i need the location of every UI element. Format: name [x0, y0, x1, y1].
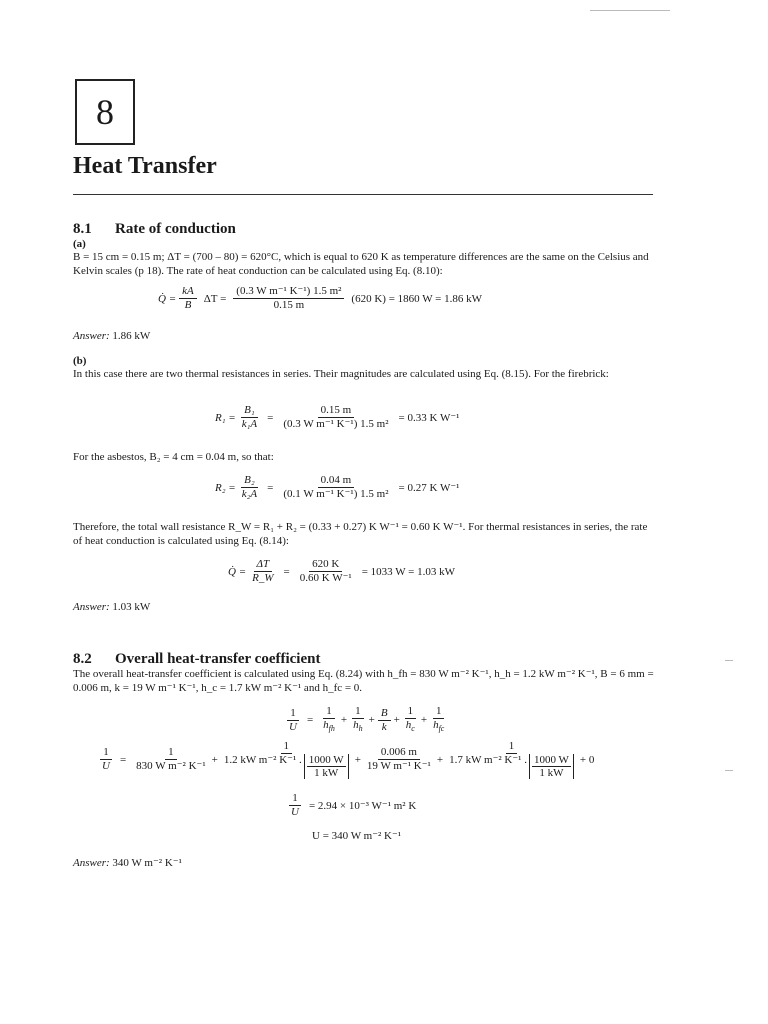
eq-denominator: 0.15 m — [273, 299, 305, 311]
eq-term: ΔT = — [203, 292, 227, 305]
section-8-1-heading — [73, 221, 236, 238]
answer-a — [73, 330, 150, 342]
equation-r1: R₁ = $\frac{\text{B₁}}{\text{k₁A}}$ = $\frac{0.15 m}{\text{(0.3 W m⁻¹ K⁻¹) 1.5 m²}}$ = 0.33 K W⁻¹ — [215, 404, 460, 430]
section-8-2-text: The overall heat-transfer coefficient is calculated using Eq. (8.24) with h_fh = 830 W m⁻² K⁻¹, h_h = 1.2 kW m⁻² K⁻¹, B = 6 mm = 0.006 m, k = 19 W m⁻¹ K⁻¹, h_c = 1.7 kW m⁻² K⁻¹ and h_fc = 0. — [73, 668, 654, 694]
answer-8-2 — [73, 856, 182, 869]
eq-fraction: $\frac{1}{h_c}$ — [405, 705, 415, 734]
eq-numerator: ΔT — [254, 558, 273, 572]
answer-label: Answer: — [73, 601, 110, 613]
eq-numerator: 0.04 m — [318, 474, 355, 488]
unit-conversion: $\frac{1000 W}{1 kW}$ — [304, 754, 349, 779]
answer-value: 1.03 kW — [112, 601, 151, 613]
scan-artifact — [590, 10, 670, 11]
equation-1-over-u — [285, 792, 420, 819]
eq-fraction: $\frac{0.006 m}{\text{19 W m⁻¹ K⁻¹}}$ — [366, 746, 431, 772]
eq-result: = 1033 W = 1.03 kW — [361, 565, 455, 578]
eq-numerator: kA — [179, 285, 197, 299]
eq-fraction: $\frac{1}{U}$ — [289, 706, 297, 733]
chapter-divider — [73, 194, 653, 195]
chapter-number: 8 — [96, 92, 114, 132]
eq-fraction: $\frac{1}{U}$ — [291, 792, 299, 818]
eq-fraction: $\frac{1}{h_h}$ — [353, 705, 363, 734]
answer-label: Answer: — [73, 857, 110, 869]
eq-denominator: 0.60 K W⁻¹ — [299, 572, 352, 584]
part-b-label: (b) — [73, 355, 87, 367]
therefore-text: Therefore, the total wall resistance R_W = R₁ + R₂ = (0.33 + 0.27) K W⁻¹ = 0.60 K W⁻¹. For thermal resistances in series, the rate of heat conduction is calculated using Eq. (8.14): — [73, 521, 648, 547]
eq-fraction — [280, 474, 391, 501]
eq-result: = 2.94 × 10⁻³ W⁻¹ m² K — [308, 800, 417, 812]
equation-heat-conduction — [158, 285, 486, 312]
answer-label: Answer: — [73, 330, 110, 342]
eq-fraction — [233, 285, 344, 312]
equation-u-result: U = 340 W m⁻² K⁻¹ — [312, 830, 402, 842]
eq-numerator: (0.3 W m⁻¹ K⁻¹) 1.5 m² — [233, 285, 344, 299]
equation-q-series: Q̇ = $\frac{\Delta T}{R\_W}$ = $\frac{620 K}{\text{0.60 K W⁻¹}}$ = 1033 W = 1.03 kW — [228, 558, 455, 584]
eq-fraction: $\frac{1}{\text{830 W m⁻² K⁻¹}}$ — [136, 746, 206, 772]
eq-fraction: $\frac{1}{U}$ — [102, 746, 110, 772]
eq-numerator: 0.15 m — [318, 404, 355, 418]
unit-conversion: $\frac{1000 W}{1 kW}$ — [529, 754, 574, 779]
eq-fraction — [239, 474, 260, 501]
section-title: Overall heat-transfer coefficient — [115, 651, 321, 667]
part-a-text: B = 15 cm = 0.15 m; ΔT = (700 – 80) = 620°C, which is equal to 620 K as temperature differences are the same on the Celsius and Kelvin scales (p 18). The rate of heat conduction can be calculated using Eq. (8.10): — [73, 251, 649, 277]
section-number: 8.1 — [73, 221, 92, 237]
eq-fraction: 1 1.2 kW m⁻² K⁻¹ . $\frac{1000 W}{1 kW}$ — [221, 740, 352, 779]
eq-denominator: (0.3 W m⁻¹ K⁻¹) 1.5 m² — [283, 418, 389, 430]
eq-result: (620 K) = 1860 W = 1.86 kW — [351, 292, 482, 305]
eq-fraction: 1 1.7 kW m⁻² K⁻¹ . $\frac{1000 W}{1 kW}$ — [446, 740, 577, 779]
equation-overall-coefficient: $\frac{1}{U}$ = $\frac{1}{h_{fh}}$ + $\frac{1}{h_h}$ + $\frac{B}{k}$ + $\frac{1}{h_c}$ + $\frac{1}{h_{fc}}$ — [283, 705, 450, 735]
part-b-text: In this case there are two thermal resistances in series. Their magnitudes are calculated using Eq. (8.15). For the firebrick: — [73, 368, 609, 380]
eq-denominator: R_W — [252, 572, 274, 584]
eq-lhs: R₂ = — [215, 481, 236, 494]
equation-substitution: $\frac{1}{U}$ = $\frac{1}{\text{830 W m⁻² K⁻¹}}$ + 1 1.2 kW m⁻² K⁻¹ . $\frac{1000 W}{1 kW}$ + $\frac{0.006 m}{\text{19 W m⁻¹ K⁻¹}}$ + 1 1.7 kW m⁻² K⁻¹ . $\frac{1000 W}{1 kW}$ + 0 — [96, 740, 594, 779]
eq-fraction: $\frac{1}{h_{fc}}$ — [433, 705, 445, 734]
eq-numerator: 620 K — [309, 558, 342, 572]
answer-value: 1.86 kW — [112, 330, 151, 342]
section-title: Rate of conduction — [115, 221, 236, 237]
eq-fraction — [280, 404, 391, 431]
eq-fraction: $\frac{1}{h_{fh}}$ — [323, 705, 335, 734]
eq-fraction — [179, 285, 197, 312]
eq-denominator: k₂A — [241, 488, 258, 500]
eq-lhs: R₁ = — [215, 411, 236, 424]
chapter-number-box — [75, 79, 135, 145]
eq-lhs: Q̇ = — [228, 565, 247, 578]
equation-r2: R₂ = $\frac{\text{B₂}}{\text{k₂A}}$ = $\frac{0.04 m}{\text{(0.1 W m⁻¹ K⁻¹) 1.5 m²}}$ = 0.27 K W⁻¹ — [215, 474, 460, 500]
eq-fraction — [297, 558, 355, 585]
answer-b — [73, 601, 150, 613]
eq-denominator: k₁A — [241, 418, 258, 430]
asbestos-text: For the asbestos, B₂ = 4 cm = 0.04 m, so that: — [73, 451, 274, 463]
eq-result: = 0.33 K W⁻¹ — [398, 412, 460, 424]
scan-artifact — [725, 660, 733, 661]
eq-denominator: (0.1 W m⁻¹ K⁻¹) 1.5 m² — [283, 488, 389, 500]
section-number: 8.2 — [73, 651, 92, 667]
eq-fraction: $\frac{B}{k}$ — [378, 707, 391, 734]
eq-fraction — [249, 558, 276, 585]
chapter-title: Heat Transfer — [73, 153, 217, 179]
eq-denominator: B — [184, 299, 192, 311]
eq-fraction — [239, 404, 260, 431]
eq-result: = 0.27 K W⁻¹ — [398, 482, 460, 494]
part-a-label: (a) — [73, 238, 86, 250]
eq-numerator: B₂ — [241, 474, 258, 488]
section-8-2-heading — [73, 651, 320, 668]
scan-artifact — [725, 770, 733, 771]
eq-lhs: Q̇ = — [158, 292, 177, 305]
answer-value: 340 W m⁻² K⁻¹ — [112, 857, 182, 869]
eq-numerator: B₁ — [241, 404, 258, 418]
